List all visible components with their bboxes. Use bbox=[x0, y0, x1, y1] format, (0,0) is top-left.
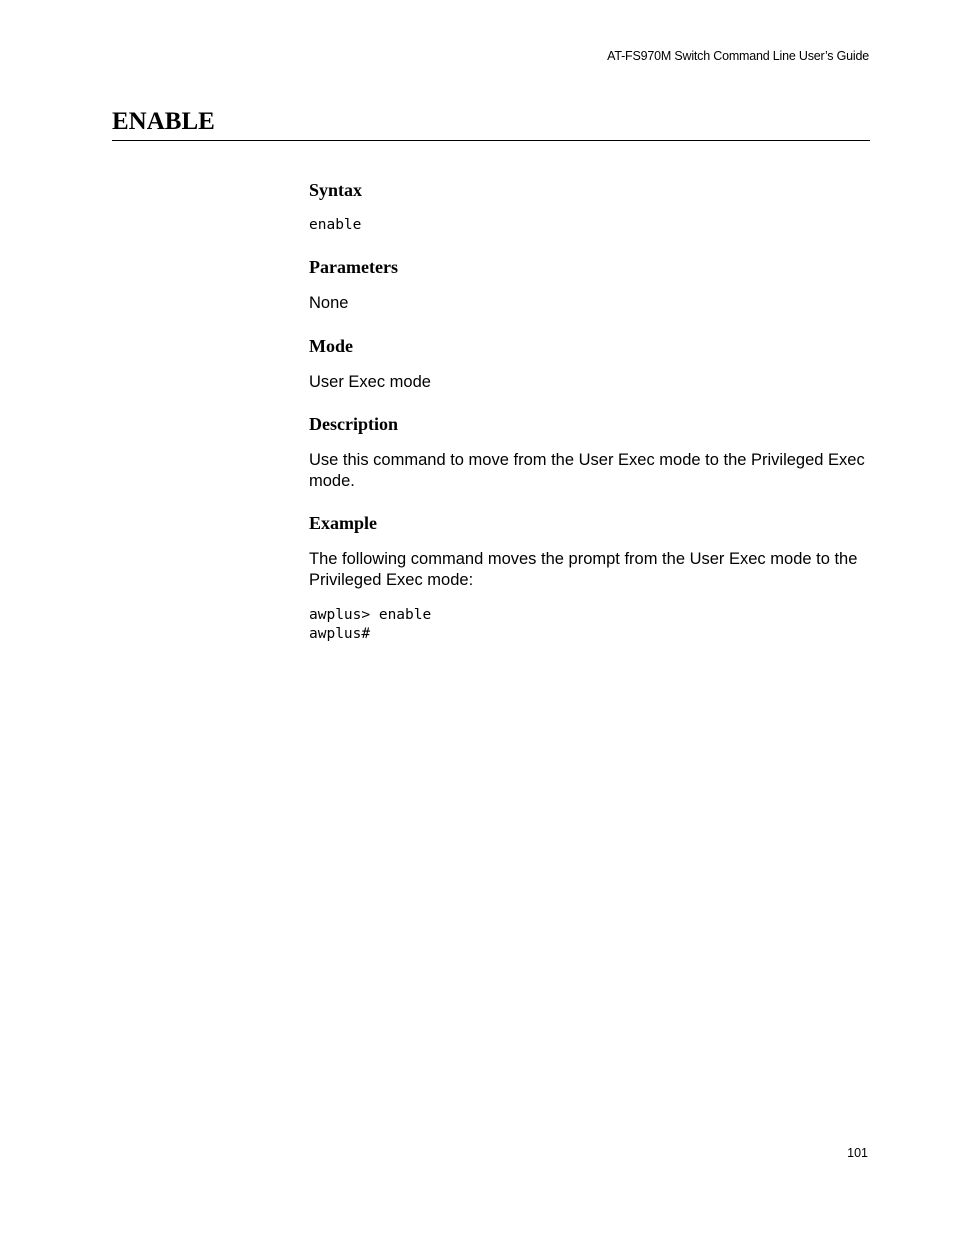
example-code-block bbox=[309, 606, 869, 644]
mode-text: User Exec mode bbox=[309, 372, 431, 391]
example-section bbox=[309, 511, 869, 644]
syntax-section bbox=[309, 178, 869, 235]
page-number: 101 bbox=[847, 1146, 868, 1160]
description-section bbox=[309, 412, 869, 491]
syntax-code: enable bbox=[309, 217, 362, 233]
syntax-heading: Syntax bbox=[309, 180, 363, 200]
title-divider bbox=[112, 140, 870, 141]
parameters-section bbox=[309, 255, 869, 314]
command-reference-body bbox=[309, 178, 869, 644]
example-text: The following command moves the prompt from the User Exec mode to the Privileged Exec mode: bbox=[309, 550, 858, 589]
example-heading: Example bbox=[309, 513, 378, 533]
mode-heading: Mode bbox=[309, 335, 353, 356]
parameters-text: None bbox=[309, 294, 349, 312]
example-code-line: awplus> enable bbox=[309, 607, 432, 623]
parameters-heading: Parameters bbox=[309, 257, 398, 277]
example-code-line: awplus# bbox=[309, 626, 371, 642]
description-heading: Description bbox=[309, 414, 398, 434]
description-text: Use this command to move from the User Exec mode to the Privileged Exec mode. bbox=[309, 451, 865, 490]
page-title: ENABLE bbox=[112, 108, 215, 135]
running-header: AT-FS970M Switch Command Line User’s Guide bbox=[607, 49, 869, 63]
mode-section bbox=[309, 334, 869, 393]
